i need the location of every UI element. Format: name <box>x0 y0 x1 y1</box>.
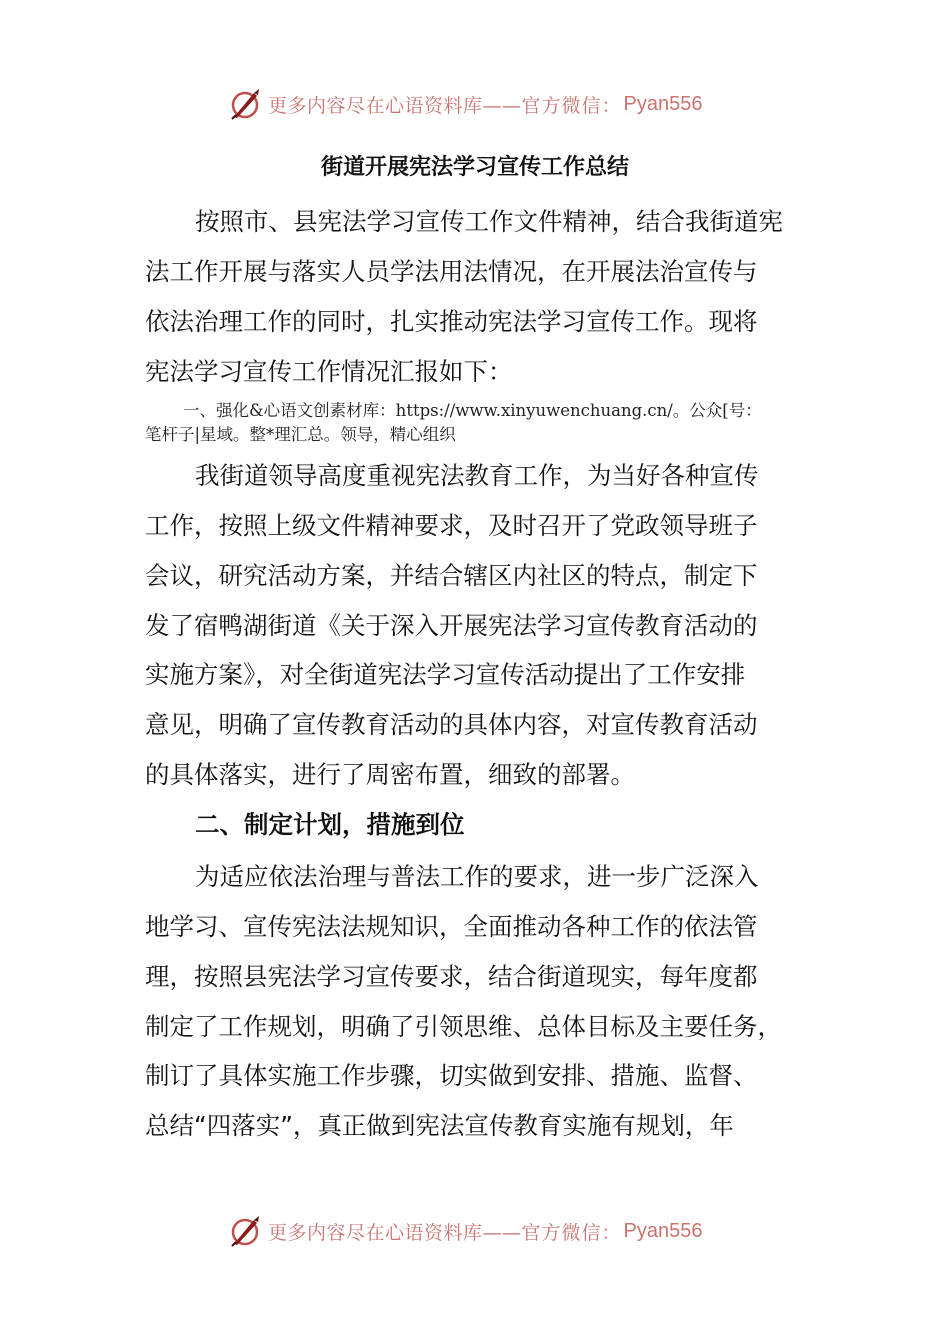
section1-line-3: 会议，研究活动方案，并结合辖区内社区的特点，制定下 <box>145 561 758 590</box>
section2-line-5: 制订了具体实施工作步骤，切实做到安排、措施、监督、 <box>145 1061 758 1090</box>
watermark-contact-id: Pyan556 <box>623 1219 703 1242</box>
section1-line-4: 发了宿鸭湖街道《关于深入开展宪法学习宣传教育活动的 <box>145 611 758 640</box>
quill-pen-logo-icon <box>228 1214 262 1248</box>
section1-line-7: 的具体落实，进行了周密布置，细致的部署。 <box>145 760 635 789</box>
section1-line-6: 意见，明确了宣传教育活动的具体内容，对宣传教育活动 <box>145 710 758 739</box>
watermark-banner-top <box>228 84 703 124</box>
section1-line-1: 我街道领导高度重视宪法教育工作，为当好各种宣传 <box>195 461 759 490</box>
quill-pen-logo-icon <box>228 87 262 121</box>
watermark-contact-label: 官方微信： <box>521 94 622 117</box>
section1-line-2: 工作，按照上级文件精神要求，及时召开了党政领导班子 <box>145 511 758 540</box>
section2-line-6: 总结“四落实”，真正做到宪法宣传教育实施有规划，年 <box>145 1111 734 1140</box>
intro-line-3: 依法治理工作的同时，扎实推动宪法学习宣传工作。现将 <box>145 307 758 336</box>
document-title: 街道开展宪法学习宣传工作总结 <box>320 155 629 180</box>
section1-heading-line-2: 笔杆子|星域。整*理汇总。领导，精心组织 <box>145 425 456 444</box>
section1-heading-line-1: 一、强化&心语文创素材库：https://www.xinyuwenchuang.cn/。公众[号： <box>183 401 762 420</box>
intro-line-1: 按照市、县宪法学习宣传工作文件精神，结合我街道宪 <box>195 207 783 236</box>
section1-line-5: 实施方案》，对全街道宪法学习宣传活动提出了工作安排 <box>145 660 746 689</box>
section2-heading: 二、制定计划，措施到位 <box>195 810 465 839</box>
section2-line-2: 地学习、宣传宪法法规知识，全面推动各种工作的依法管 <box>145 912 758 941</box>
watermark-contact-label: 官方微信： <box>521 1221 622 1244</box>
intro-line-2: 法工作开展与落实人员学法用法情况，在开展法治宣传与 <box>145 257 758 286</box>
section2-line-4: 制定了工作规划，明确了引领思维、总体目标及主要任务， <box>145 1012 782 1041</box>
intro-line-4: 宪法学习宣传工作情况汇报如下： <box>145 357 513 386</box>
watermark-contact-id: Pyan556 <box>623 92 703 115</box>
section2-line-1: 为适应依法治理与普法工作的要求，进一步广泛深入 <box>195 862 759 891</box>
watermark-text: 更多内容尽在心语资料库—— <box>268 1221 522 1244</box>
watermark-banner-bottom <box>228 1211 703 1251</box>
section2-line-3: 理，按照县宪法学习宣传要求，结合街道现实，每年度都 <box>145 962 758 991</box>
watermark-text: 更多内容尽在心语资料库—— <box>268 94 522 117</box>
